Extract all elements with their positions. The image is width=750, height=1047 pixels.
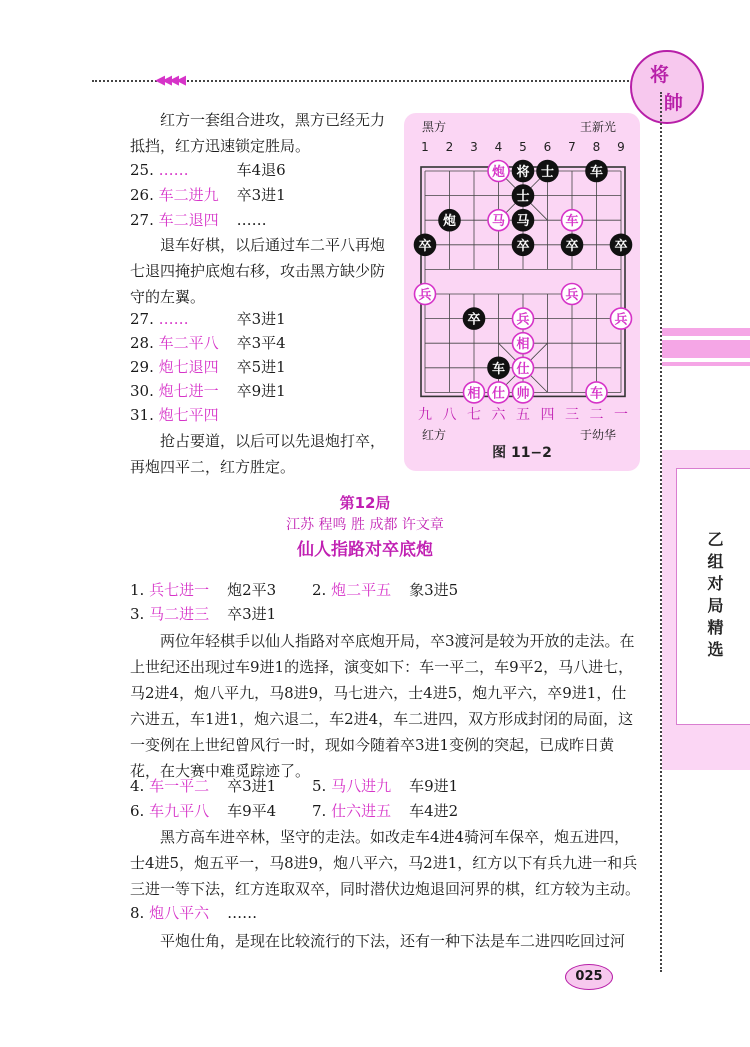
move-number: 25. <box>130 161 159 179</box>
piece-label: 马 <box>516 214 530 230</box>
move-entry <box>130 798 276 824</box>
piece-black <box>513 210 534 231</box>
piece-label: 兵 <box>418 288 432 303</box>
piece-red <box>488 210 509 231</box>
black-move: …… <box>227 904 258 922</box>
red-move: 车九平八 <box>149 802 210 820</box>
file-number: 九 <box>418 407 432 423</box>
file-number: 5 <box>519 140 527 154</box>
piece-red <box>415 284 436 305</box>
move-number: 5. <box>312 777 332 795</box>
piece-black <box>513 185 534 206</box>
commentary-paragraph: 抢占要道，以后可以先退炮打卒，再炮四平二，红方胜定。 <box>130 432 386 476</box>
red-move: 马八进九 <box>331 777 392 795</box>
piece-label: 车 <box>565 214 579 230</box>
red-move: 车二退四 <box>158 211 219 229</box>
piece-label: 车 <box>589 165 604 180</box>
piece-label: 车 <box>491 361 506 377</box>
logo-top-char: 将 <box>650 64 670 86</box>
move-number: 27. <box>130 310 159 328</box>
move-entry <box>130 773 276 799</box>
move-entry <box>130 402 237 428</box>
piece-label: 士 <box>516 189 530 205</box>
black-move: 车4进2 <box>409 802 459 820</box>
file-number: 三 <box>565 407 579 423</box>
black-move: 卒3进1 <box>236 186 286 204</box>
move-number: 1. <box>130 581 150 599</box>
red-move: 车二平八 <box>158 334 219 352</box>
file-number: 五 <box>516 407 530 423</box>
move-number: 28. <box>130 334 159 352</box>
piece-label: 士 <box>540 165 555 180</box>
file-number: 四 <box>540 407 555 423</box>
board-diagram <box>404 113 640 471</box>
file-number: 七 <box>467 407 481 423</box>
move-entry <box>312 773 458 799</box>
file-number: 7 <box>568 140 576 154</box>
move-entry <box>130 900 257 926</box>
move-number: 2. <box>312 581 332 599</box>
commentary-paragraph: 平炮仕角，是现在比较流行的下法，还有一种下法是车二进四吃回过河 <box>160 932 626 950</box>
file-number: 二 <box>589 407 604 423</box>
red-move: 兵七进一 <box>149 581 210 599</box>
header-arrows: ◀◀◀◀ <box>155 73 183 88</box>
piece-red <box>488 382 509 403</box>
red-move: 炮二平五 <box>331 581 392 599</box>
page-number: 025 <box>565 964 613 990</box>
red-move: 仕六进五 <box>331 802 392 820</box>
move-number: 30. <box>130 382 159 400</box>
file-number: 一 <box>614 407 628 423</box>
file-number: 4 <box>494 140 503 154</box>
file-number: 1 <box>421 140 429 154</box>
black-move: 车4退6 <box>236 161 286 179</box>
file-number: 8 <box>592 140 601 154</box>
piece-black <box>611 234 632 255</box>
side-band <box>662 340 750 358</box>
move-number: 27. <box>130 211 159 229</box>
piece-black <box>537 161 558 182</box>
logo-bottom-char: 帥 <box>664 92 684 114</box>
black-move: 卒3进1 <box>236 310 286 328</box>
move-entry <box>130 330 286 356</box>
piece-red <box>513 357 534 378</box>
move-number: 3. <box>130 605 150 623</box>
piece-black <box>464 308 485 329</box>
game-players: 江苏 程鸣 胜 成都 许文章 <box>286 517 444 533</box>
piece-label: 车 <box>589 386 604 402</box>
piece-label: 炮 <box>491 165 506 180</box>
piece-red <box>513 333 534 354</box>
piece-red <box>562 284 583 305</box>
red-move: 炮七退四 <box>158 358 219 376</box>
move-number: 8. <box>130 904 150 922</box>
piece-label: 相 <box>516 337 530 353</box>
file-number: 八 <box>442 407 457 423</box>
piece-red <box>611 308 632 329</box>
piece-red <box>513 308 534 329</box>
piece-black <box>562 234 583 255</box>
move-number: 29. <box>130 358 159 376</box>
piece-black <box>439 210 460 231</box>
move-entry <box>130 378 286 404</box>
red-move: 车一平二 <box>149 777 210 795</box>
black-move: 卒9进1 <box>236 382 286 400</box>
move-number: 7. <box>312 802 332 820</box>
black-move: 卒5进1 <box>236 358 286 376</box>
piece-label: 将 <box>516 165 530 180</box>
piece-label: 仕 <box>516 361 530 377</box>
piece-label: 相 <box>467 386 481 402</box>
file-number: 6 <box>543 140 552 154</box>
red-move: 炮七平四 <box>158 406 219 424</box>
red-move: …… <box>158 161 189 179</box>
red-move: 炮八平六 <box>149 904 210 922</box>
red-move: 炮七进一 <box>158 382 219 400</box>
piece-black <box>488 357 509 378</box>
piece-label: 兵 <box>565 288 579 303</box>
move-entry <box>130 157 286 183</box>
opening-title: 仙人指路对卒底炮 <box>297 540 433 560</box>
file-number: 2 <box>445 140 454 154</box>
piece-label: 兵 <box>516 312 530 328</box>
xiangqi-board <box>404 113 640 471</box>
black-move: …… <box>236 211 267 229</box>
side-band <box>662 362 750 366</box>
piece-label: 炮 <box>442 214 457 230</box>
move-entry <box>130 354 286 380</box>
piece-label: 兵 <box>614 312 628 328</box>
piece-black <box>513 234 534 255</box>
file-number: 3 <box>470 140 478 154</box>
piece-label: 马 <box>491 214 506 230</box>
black-move: 卒3进1 <box>227 605 277 623</box>
file-number: 9 <box>617 140 625 154</box>
red-side-label: 红方 <box>422 428 447 442</box>
black-move: 卒3进1 <box>227 777 277 795</box>
piece-label: 卒 <box>614 238 628 254</box>
move-entry <box>130 306 286 332</box>
piece-black <box>415 234 436 255</box>
move-entry <box>312 798 458 824</box>
move-entry <box>130 207 267 233</box>
file-number: 六 <box>491 407 506 423</box>
section-tab: 乙组对局精选 <box>676 468 750 725</box>
red-move: …… <box>158 310 189 328</box>
piece-red <box>488 161 509 182</box>
piece-label: 卒 <box>418 238 432 254</box>
side-band <box>662 328 750 336</box>
piece-red <box>586 382 607 403</box>
move-number: 31. <box>130 406 159 424</box>
black-move: 炮2平3 <box>227 581 277 599</box>
piece-label: 卒 <box>467 312 481 328</box>
black-player-name: 王新光 <box>580 120 617 134</box>
commentary-paragraph: 两位年轻棋手以仙人指路对卒底炮开局，卒3渡河是较为开放的走法。在上世纪还出现过车9进1的选择，演变如下：车一平二，车9平2，马八进七，马2进4，炮八平九，马8进9，马七进六，士4进5，炮九平六，卒9进1，仕六进五，车1进1，炮六退二，车2进4，车二进四，双方形成封闭的局面，这一变例在上世纪曾风行一时，现如今随着卒3进1变例的突起，已成昨日黄花，在大赛中难觅踪迹了。 <box>130 632 635 780</box>
piece-label: 帅 <box>516 386 530 402</box>
piece-label: 仕 <box>491 386 506 402</box>
black-move: 车9平4 <box>227 802 277 820</box>
move-number: 26. <box>130 186 159 204</box>
black-move: 象3进5 <box>409 581 459 599</box>
move-entry <box>130 577 276 603</box>
black-side-label: 黑方 <box>422 120 447 134</box>
move-entry <box>312 577 458 603</box>
game-title: 第12局 <box>339 494 391 512</box>
move-number: 4. <box>130 777 150 795</box>
jiang-shuai-logo <box>630 50 704 124</box>
piece-red <box>562 210 583 231</box>
black-move: 卒3平4 <box>236 334 286 352</box>
piece-label: 卒 <box>516 238 530 254</box>
commentary-paragraph: 退车好棋，以后通过车二平八再炮七退四掩护底炮右移，攻击黑方缺少防守的左翼。 <box>130 236 386 306</box>
red-move: 马二进三 <box>149 605 210 623</box>
move-entry <box>130 182 286 208</box>
commentary-paragraph: 黑方高车进卒林，坚守的走法。如改走车4进4骑河车保卒，炮五进四，士4进5，炮五平一，马8进9，炮八平六，马2进1，红方以下有兵九进一和兵三进一等下法，红方连取双卒，同时潜伏边炮退回河界的棋，红方较为主动。 <box>130 828 641 898</box>
red-move: 车二进九 <box>158 186 219 204</box>
piece-black <box>513 161 534 182</box>
red-player-name: 于幼华 <box>580 428 617 442</box>
black-move: 车9进1 <box>409 777 459 795</box>
piece-red <box>513 382 534 403</box>
piece-black <box>586 161 607 182</box>
commentary-paragraph: 红方一套组合进攻，黑方已经无力抵挡，红方迅速锁定胜局。 <box>130 111 386 155</box>
figure-caption: 图 11−2 <box>492 445 552 461</box>
piece-red <box>464 382 485 403</box>
piece-label: 卒 <box>565 238 579 254</box>
move-number: 6. <box>130 802 150 820</box>
move-entry <box>130 601 276 627</box>
